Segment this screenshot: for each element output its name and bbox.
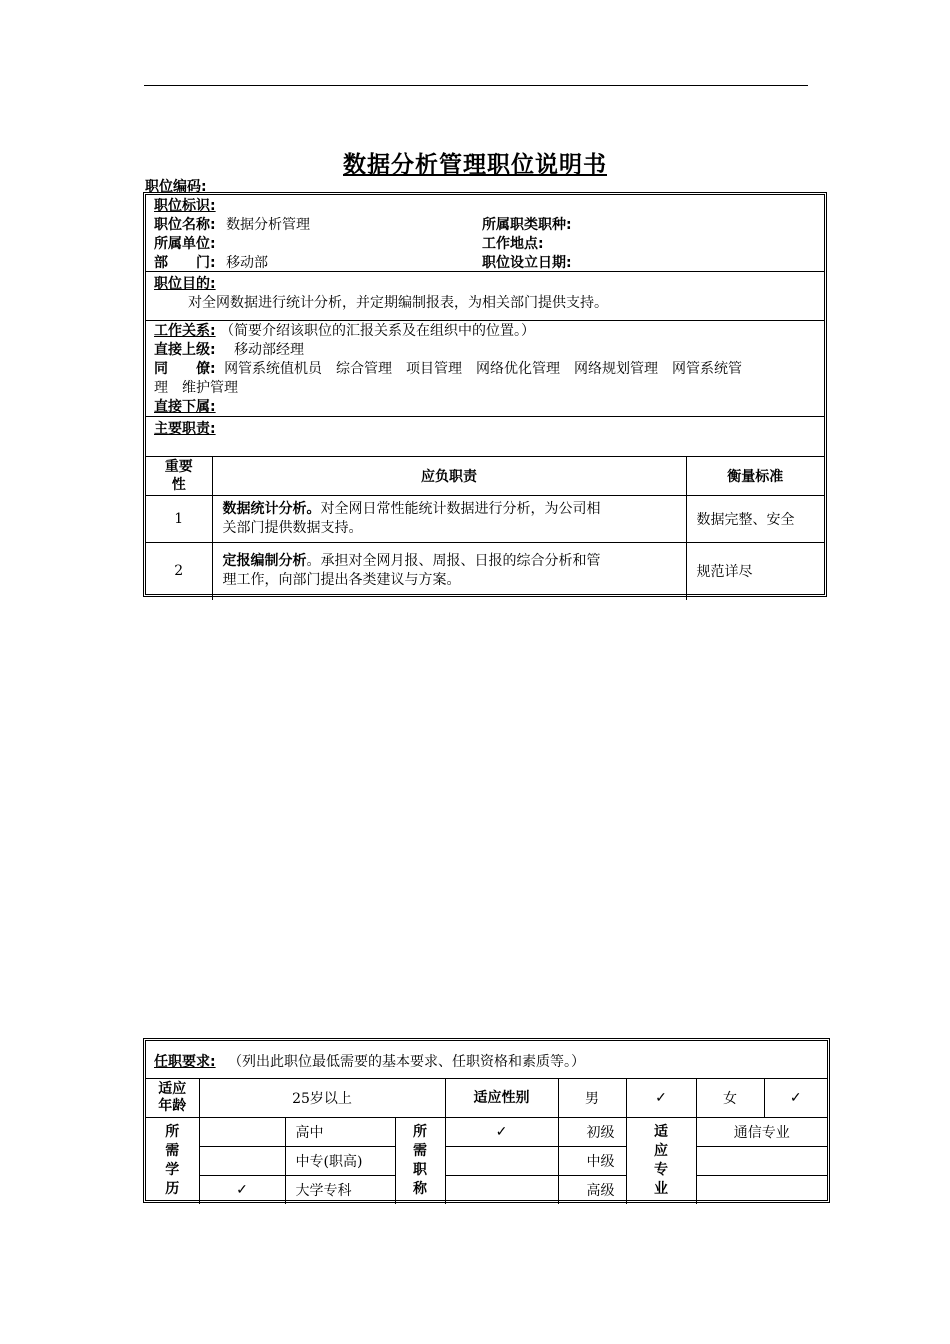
table-row [146, 496, 824, 543]
major-label-char: 适 [654, 1123, 668, 1140]
requirements-note: （列出此职位最低需要的基本要求、任职资格和素质等。） [228, 1054, 586, 1070]
gender-female-check: ✓ [764, 1079, 827, 1118]
gender-female: 女 [696, 1079, 764, 1118]
duties-header-row [146, 457, 824, 496]
col-importance-line-1: 重要 [164, 459, 193, 475]
peers-line-2: 理 维护管理 [154, 380, 238, 396]
age-value: 25岁以上 [199, 1079, 445, 1118]
department-value: 移动部 [226, 255, 269, 271]
major-label-char: 应 [654, 1142, 668, 1159]
identity-section [146, 195, 824, 272]
education-label-char: 历 [165, 1180, 180, 1197]
duty-description [212, 496, 686, 543]
superior-label: 直接上级: [154, 342, 216, 358]
title-label-char: 称 [413, 1180, 427, 1197]
col-importance [146, 457, 212, 496]
duty-text-line-2: 理工作，向部门提出各类建议与方案。 [222, 572, 461, 589]
unit-label: 所属单位: [154, 236, 216, 252]
title-label-char: 需 [413, 1142, 427, 1159]
peers-label: 同 僚: [154, 361, 216, 377]
qualification-row [146, 1147, 827, 1176]
superior-value: 移动部经理 [234, 342, 305, 358]
education-label-char: 学 [165, 1161, 180, 1178]
position-name-row [154, 216, 310, 235]
position-code-label: 职位编码: [145, 179, 207, 195]
duties-header: 主要职责: [154, 421, 216, 437]
education-level: 中专(职高) [285, 1147, 395, 1176]
title-label-char: 所 [413, 1123, 427, 1140]
duty-number: 1 [146, 496, 212, 543]
position-name-value: 数据分析管理 [226, 217, 311, 233]
relations-section [146, 321, 824, 417]
requirements-row [154, 1053, 585, 1072]
category-label: 所属职类职种: [482, 217, 572, 233]
duty-standard: 数据完整、安全 [686, 496, 824, 543]
duty-title: 数据统计分析。 [222, 501, 321, 517]
gender-male-check: ✓ [626, 1079, 696, 1118]
title-level: 高级 [558, 1176, 626, 1204]
duty-number: 2 [146, 543, 212, 600]
gender-label: 适应性别 [445, 1079, 558, 1118]
education-label-char: 所 [165, 1123, 180, 1140]
requirements-table [146, 1078, 827, 1204]
position-name-label: 职位名称: [154, 217, 216, 233]
relations-header: 工作关系: [154, 323, 216, 339]
major-label-char: 专 [654, 1161, 668, 1178]
department-label: 部 门: [154, 255, 216, 271]
duty-text-line-1: 对全网日常性能统计数据进行分析，为公司相 [320, 501, 601, 517]
major-value [696, 1176, 827, 1204]
title-check [445, 1176, 558, 1204]
title-level: 初级 [558, 1118, 626, 1147]
relations-row [154, 322, 535, 341]
title-label [395, 1118, 445, 1204]
major-label [626, 1118, 696, 1204]
col-importance-line-2: 性 [171, 477, 186, 493]
major-value [696, 1147, 827, 1176]
subordinate-label: 直接下属: [154, 399, 216, 415]
title-check [445, 1147, 558, 1176]
established-date-label: 职位设立日期: [482, 255, 572, 271]
header-rule [144, 85, 808, 86]
age-label-line-1: 适应 [158, 1081, 187, 1097]
title-label-char: 职 [413, 1161, 427, 1178]
education-level: 大学专科 [285, 1176, 395, 1204]
age-label-line-2: 年龄 [158, 1098, 187, 1114]
peers-row [154, 360, 742, 379]
gender-male: 男 [558, 1079, 626, 1118]
duty-title: 定报编制分析 [222, 553, 307, 570]
superior-row [154, 341, 304, 360]
requirements-header: 任职要求: [154, 1054, 216, 1070]
major-value: 通信专业 [696, 1118, 827, 1147]
job-description-box [143, 192, 827, 597]
identity-header: 职位标识: [154, 198, 216, 214]
education-check [199, 1118, 285, 1147]
page-title: 数据分析管理职位说明书 [343, 152, 607, 178]
location-label: 工作地点: [482, 236, 544, 252]
table-row [146, 543, 824, 600]
education-label [146, 1118, 199, 1204]
duties-section [146, 417, 824, 456]
duty-text-line-1: 。承担对全网月报、周报、日报的综合分析和管 [306, 553, 601, 570]
duty-standard: 规范详尽 [686, 543, 824, 600]
col-standard: 衡量标准 [686, 457, 824, 496]
purpose-header: 职位目的: [154, 276, 216, 292]
education-check [199, 1147, 285, 1176]
education-label-char: 需 [165, 1142, 180, 1159]
age-label [146, 1079, 199, 1118]
purpose-section [146, 272, 824, 321]
age-gender-row [146, 1079, 827, 1118]
relations-note: （简要介绍该职位的汇报关系及在组织中的位置。） [220, 323, 536, 339]
education-level: 高中 [285, 1118, 395, 1147]
col-responsibility: 应负职责 [212, 457, 686, 496]
major-label-char: 业 [654, 1180, 668, 1197]
purpose-text: 对全网数据进行统计分析，并定期编制报表，为相关部门提供支持。 [188, 295, 608, 311]
requirements-box [143, 1038, 830, 1203]
duties-table [146, 456, 824, 600]
duty-description [212, 543, 686, 600]
qualification-row [146, 1118, 827, 1147]
qualification-row [146, 1176, 827, 1204]
education-check: ✓ [199, 1176, 285, 1204]
title-level: 中级 [558, 1147, 626, 1176]
peers-line-1: 网管系统值机员 综合管理 项目管理 网络优化管理 网络规划管理 网管系统管 [224, 361, 743, 377]
duty-text-line-2: 关部门提供数据支持。 [222, 520, 363, 536]
department-row [154, 254, 268, 273]
title-check: ✓ [445, 1118, 558, 1147]
